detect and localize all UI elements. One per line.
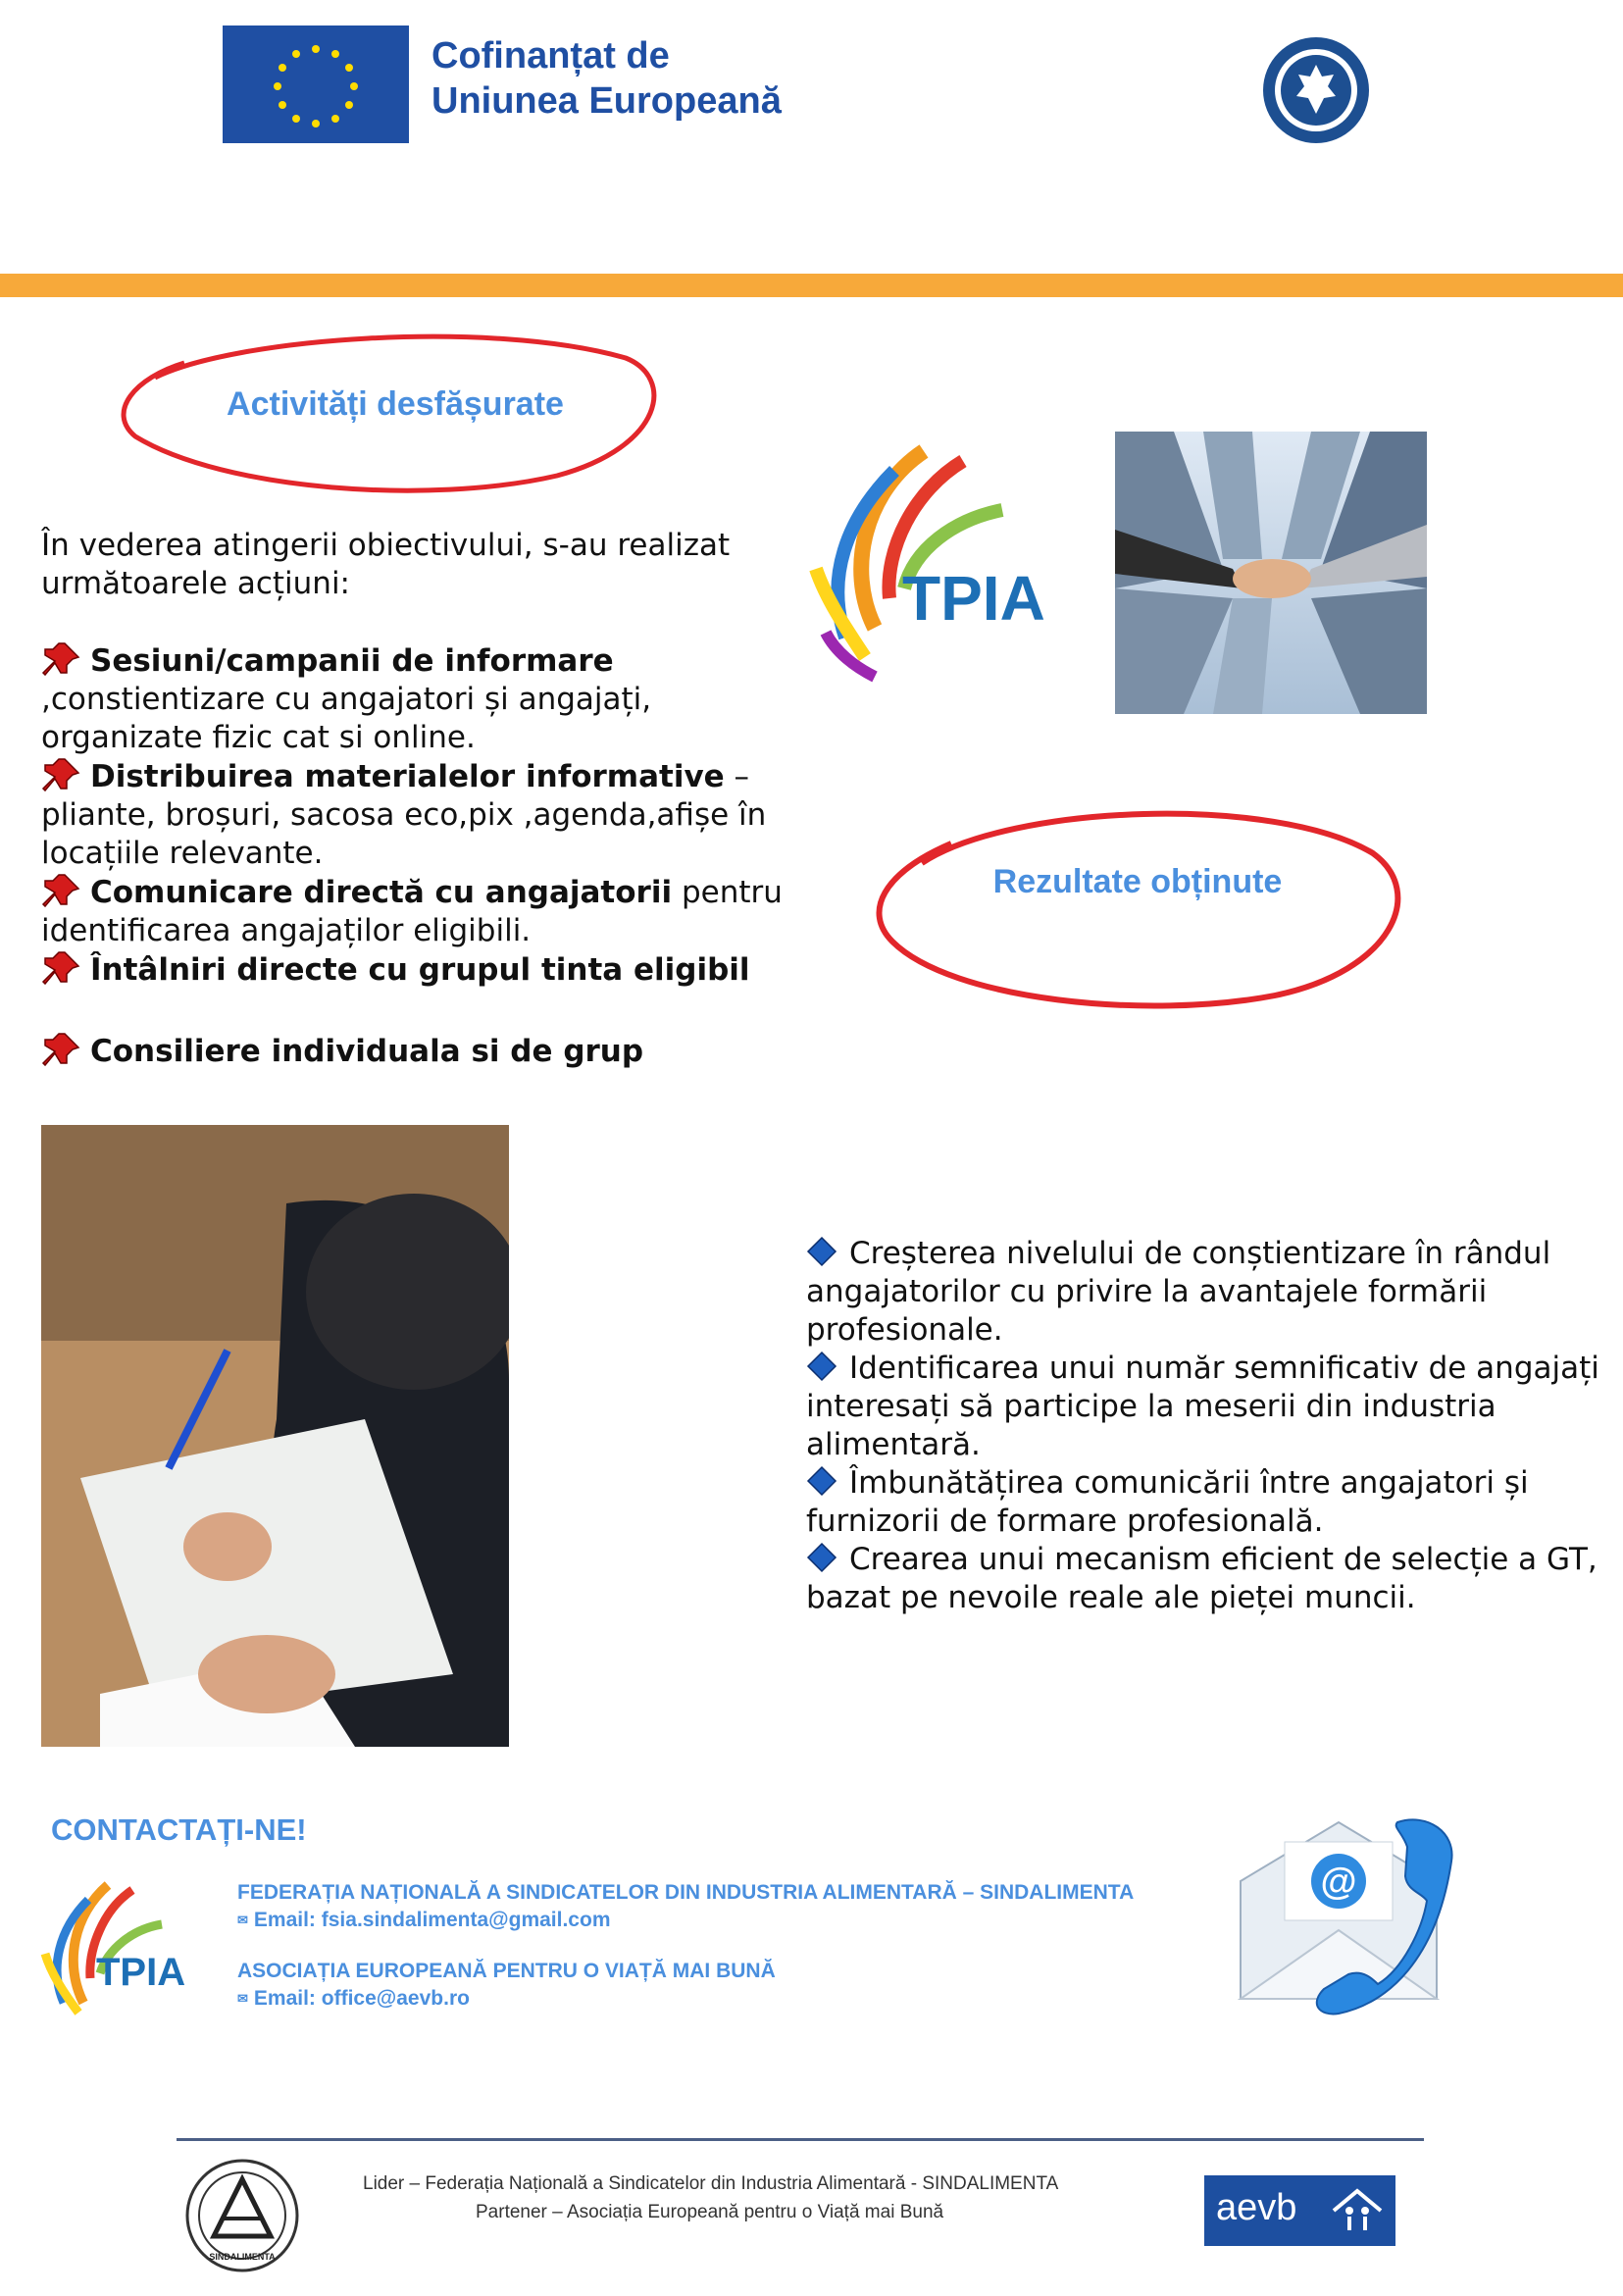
activity-item-2-inline: – <box>724 759 750 794</box>
signing-photo <box>41 1125 509 1747</box>
diamond-bullet-icon <box>806 1542 837 1573</box>
sindalimenta-logo-text: SINDALIMENTA <box>209 2252 276 2262</box>
footer-lider: Lider – Federația Națională a Sindicatelor din Industria Alimentară - SINDALIMENTA <box>363 2173 1059 2194</box>
activity-item-4-bold: Întâlniri directe cu grupul tinta eligibil <box>90 952 750 988</box>
diamond-bullet-icon <box>806 1351 837 1382</box>
result-item-3-line-1: Îmbunătățirea comunicării între angajatori și <box>849 1465 1529 1501</box>
result-item-4-line-2: bazat pe nevoile reale ale pieței muncii. <box>806 1580 1416 1615</box>
envelope-icon: ✉ <box>237 1991 248 2006</box>
contact-org-1: FEDERAȚIA NAȚIONALĂ A SINDICATELOR DIN INDUSTRIA ALIMENTARĂ – SINDALIMENTA <box>237 1881 1135 1904</box>
activity-item-5 <box>41 1032 786 1071</box>
pushpin-icon <box>41 950 80 986</box>
orange-divider <box>0 274 1623 297</box>
romanian-government-seal-icon <box>1257 35 1375 145</box>
diamond-bullet-icon <box>806 1236 837 1267</box>
eu-cofinance-label <box>431 33 782 124</box>
envelope-icon: ✉ <box>237 1913 248 1927</box>
results-title: Rezultate obținute <box>992 863 1283 900</box>
eu-line-1: Cofinanțat de <box>431 35 670 77</box>
activity-item-3-bold: Comunicare directă cu angajatorii <box>90 875 673 910</box>
eu-flag-icon <box>223 26 409 143</box>
svg-text:@: @ <box>1320 1862 1357 1903</box>
activity-item-2 <box>41 757 786 796</box>
results-heading-circle <box>863 794 1412 1010</box>
result-item-4-line-1: Crearea unui mecanism eficient de selecție a GT, <box>849 1542 1598 1577</box>
result-item-2 <box>806 1350 1610 1388</box>
diamond-bullet-icon <box>806 1465 837 1497</box>
pushpin-icon <box>41 641 80 677</box>
footer-partners <box>363 2169 1058 2226</box>
result-item-3-line-2: furnizorii de formare profesională. <box>806 1504 1324 1539</box>
footer-partener: Partener – Asociația Europeană pentru o Viață mai Bună <box>476 2202 944 2222</box>
result-item-2-line-3: alimentară. <box>806 1427 981 1462</box>
sindalimenta-logo <box>184 2158 300 2273</box>
contact-email-2[interactable]: Email: office@aevb.ro <box>253 1987 470 2010</box>
result-item-1-line-3: profesionale. <box>806 1312 1003 1348</box>
activity-item-1-line-2: ,constientizare cu angajatori și angajați, <box>41 682 652 717</box>
activity-item-2-line-3: locațiile relevante. <box>41 836 324 871</box>
pushpin-icon <box>41 1032 80 1067</box>
pushpin-icon <box>41 757 80 792</box>
contact-title: CONTACTAȚI-NE! <box>51 1812 307 1847</box>
result-item-2-line-1: Identificarea unui număr semnificativ de angajați <box>849 1351 1599 1386</box>
result-item-1-line-1: Creșterea nivelului de conștientizare în rândul <box>849 1236 1551 1271</box>
contact-block <box>237 1881 1218 2011</box>
activity-item-3 <box>41 873 786 912</box>
tpia-logo-small-text: TPIA <box>96 1951 186 1994</box>
activity-item-3-line-2: identificarea angajaților eligibili. <box>41 913 532 948</box>
result-item-1-line-2: angajatorilor cu privire la avantajele formării <box>806 1274 1488 1309</box>
contact-email-1-row <box>237 1909 1218 1932</box>
pushpin-icon <box>41 873 80 908</box>
results-list <box>806 1235 1610 1617</box>
contact-org-2: ASOCIAȚIA EUROPEANĂ PENTRU O VIAȚĂ MAI BUNĂ <box>237 1960 776 1982</box>
activity-item-1-bold: Sesiuni/campanii de informare <box>90 643 614 679</box>
activity-item-3-inline: pentru <box>672 875 783 910</box>
activities-intro-line-2: următoarele acțiuni: <box>41 566 350 601</box>
tpia-logo-text: TPIA <box>902 563 1045 634</box>
activities-heading-circle <box>116 319 675 495</box>
handshake-photo <box>1115 432 1427 714</box>
tpia-logo <box>806 432 1076 696</box>
eu-line-2: Uniunea Europeană <box>431 80 782 122</box>
activity-item-1-line-3: organizate fizic cat si online. <box>41 720 476 755</box>
result-item-4 <box>806 1541 1610 1579</box>
activity-item-2-line-2: pliante, broșuri, sacosa eco,pix ,agenda,afișe în <box>41 797 767 833</box>
email-phone-icon <box>1231 1812 1456 2018</box>
activity-item-5-bold: Consiliere individuala si de grup <box>90 1034 644 1069</box>
tpia-logo-small <box>39 1875 204 2022</box>
activity-item-2-bold: Distribuirea materialelor informative <box>90 759 725 794</box>
activity-item-4 <box>41 950 786 990</box>
aevb-logo <box>1204 2175 1395 2246</box>
contact-email-2-row <box>237 1987 1218 2011</box>
contact-email-1[interactable]: Email: fsia.sindalimenta@gmail.com <box>253 1909 611 1931</box>
activities-intro-line-1: În vederea atingerii obiectivului, s-au realizat <box>41 528 731 563</box>
footer-divider <box>177 2138 1424 2141</box>
family-house-icon <box>1330 2187 1385 2234</box>
result-item-1 <box>806 1235 1610 1273</box>
result-item-2-line-2: interesați să participe la meserii din industria <box>806 1389 1496 1424</box>
activity-item-1 <box>41 641 786 681</box>
activities-title: Activități desfășurate <box>227 385 564 423</box>
activities-list <box>41 527 786 1071</box>
aevb-logo-text: aevb <box>1216 2187 1297 2228</box>
result-item-3 <box>806 1464 1610 1503</box>
